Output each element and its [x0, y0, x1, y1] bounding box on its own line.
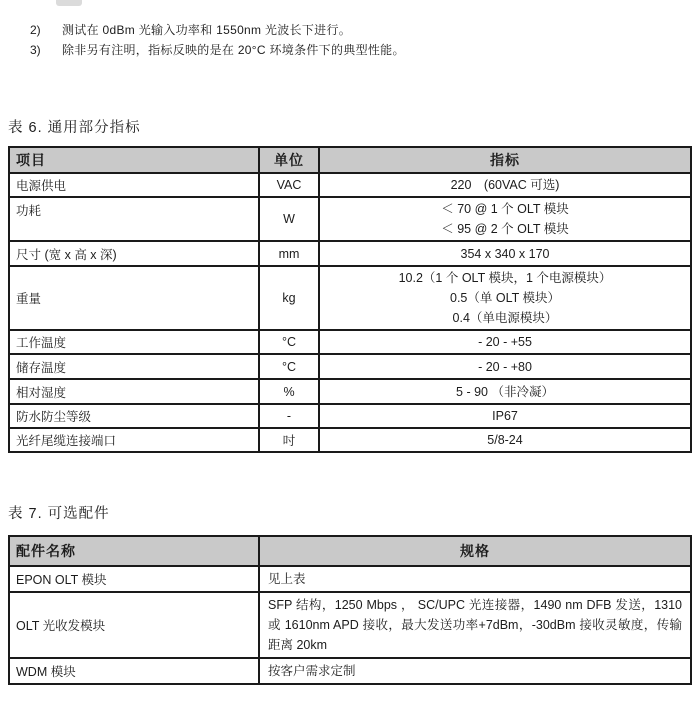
spec-line: 10.2（1 个 OLT 模块，1 个电源模块） — [398, 271, 612, 285]
spec-item: 相对湿度 — [9, 379, 259, 404]
accessory-name: WDM 模块 — [9, 658, 259, 684]
table-row — [9, 266, 691, 330]
spec-item: 工作温度 — [9, 330, 259, 354]
table-row — [9, 592, 691, 658]
spec-value: IP67 — [319, 404, 691, 428]
spec-line: 0.4（单电源模块） — [452, 311, 558, 325]
footnote-number: 3) — [30, 43, 41, 57]
col-header-item: 项目 — [9, 147, 259, 173]
col-header-unit: 单位 — [259, 147, 319, 173]
spec-line: ＜ 70 @ 1 个 OLT 模块 — [441, 202, 569, 216]
table-row — [9, 241, 691, 266]
table-row — [9, 330, 691, 354]
footnotes — [30, 20, 405, 60]
table-header-row — [9, 536, 691, 566]
table-row — [9, 404, 691, 428]
col-header-spec: 规格 — [259, 536, 691, 566]
accessory-spec: SFP 结构，1250 Mbps ， SC/UPC 光连接器，1490 nm DFB 发送，1310 或 1610nm APD 接收，最大发送功率+7dBm，-30dBm 接收灵敏度，传输距离 20km — [259, 592, 691, 658]
spec-unit: 吋 — [259, 428, 319, 452]
spec-line: ＜ 95 @ 2 个 OLT 模块 — [441, 222, 569, 236]
spec-value: 5/8-24 — [319, 428, 691, 452]
spec-value: 5 - 90 （非冷凝） — [319, 379, 691, 404]
col-header-spec: 指标 — [319, 147, 691, 173]
spec-line: 0.5（单 OLT 模块） — [450, 291, 560, 305]
spec-unit: % — [259, 379, 319, 404]
spec-unit: mm — [259, 241, 319, 266]
footnote-3 — [30, 40, 405, 60]
optional-accessories-table — [8, 535, 692, 685]
spec-item: 储存温度 — [9, 354, 259, 379]
table-row — [9, 658, 691, 684]
spec-unit: W — [259, 197, 319, 241]
table-row — [9, 428, 691, 452]
col-header-accessory: 配件名称 — [9, 536, 259, 566]
spec-unit: kg — [259, 266, 319, 330]
spec-value — [319, 197, 691, 241]
spec-value: - 20 - +80 — [319, 354, 691, 379]
accessory-spec: 按客户需求定制 — [259, 658, 691, 684]
spec-item: 光纤尾缆连接端口 — [9, 428, 259, 452]
spec-item: 重量 — [9, 266, 259, 330]
spec-item: 电源供电 — [9, 173, 259, 197]
spec-item: 防水防尘等级 — [9, 404, 259, 428]
general-specs-table — [8, 146, 692, 453]
table-row — [9, 173, 691, 197]
table-header-row — [9, 147, 691, 173]
spec-value — [319, 266, 691, 330]
cutoff-graphic-fragment — [56, 0, 82, 6]
table-row — [9, 197, 691, 241]
table6-title: 表 6. 通用部分指标 — [8, 120, 141, 136]
spec-unit: °C — [259, 354, 319, 379]
accessory-spec: 见上表 — [259, 566, 691, 592]
spec-unit: °C — [259, 330, 319, 354]
spec-value: - 20 - +55 — [319, 330, 691, 354]
spec-item: 功耗 — [9, 197, 259, 241]
spec-value: 354 x 340 x 170 — [319, 241, 691, 266]
footnote-2 — [30, 20, 405, 40]
footnote-text: 测试在 0dBm 光输入功率和 1550nm 光波长下进行。 — [62, 23, 352, 37]
table7-title: 表 7. 可选配件 — [8, 506, 110, 522]
spec-value: 220 (60VAC 可选) — [319, 173, 691, 197]
footnote-number: 2) — [30, 23, 41, 37]
table-row — [9, 379, 691, 404]
table-row — [9, 566, 691, 592]
spec-unit: - — [259, 404, 319, 428]
footnote-text: 除非另有注明，指标反映的是在 20°C 环境条件下的典型性能。 — [62, 43, 405, 57]
spec-item: 尺寸 (宽 x 高 x 深) — [9, 241, 259, 266]
accessory-name: OLT 光收发模块 — [9, 592, 259, 658]
accessory-name: EPON OLT 模块 — [9, 566, 259, 592]
table-row — [9, 354, 691, 379]
spec-unit: VAC — [259, 173, 319, 197]
